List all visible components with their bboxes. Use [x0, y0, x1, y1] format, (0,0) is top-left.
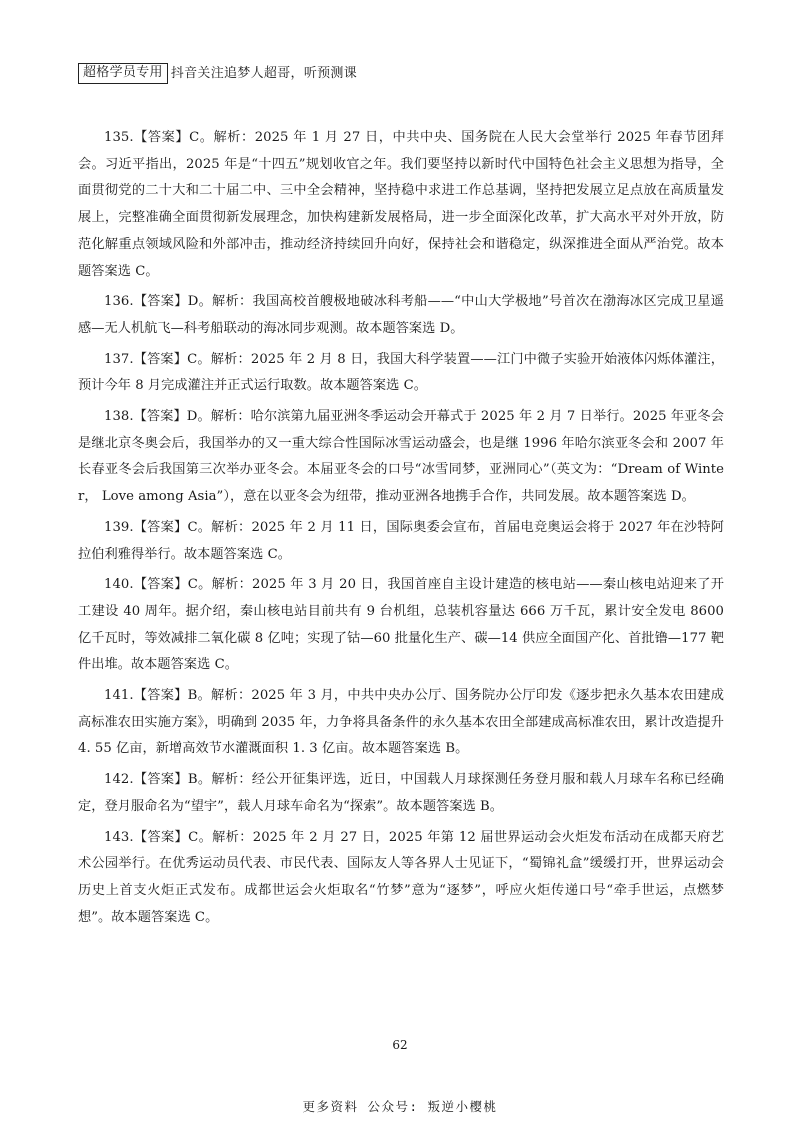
answer-141: 141.【答案】B。解析：2025 年 3 月，中共中央办公厅、国务院办公厅印发《逐步把永久基本农田建成高标准农田实施方案》，明确到 2035 年，力争将具备条件的永久基本农田全部建成高标准农田，累计改造提升 4. 55 亿亩，新增高效节水灌溉面积 1. 3 亿亩。故本题答案选 B。	[78, 688, 724, 757]
answer-142: 142.【答案】B。解析：经公开征集评选，近日，中国载人月球探测任务登月服和载人月球车名称已经确定，登月服命名为“望宇”，载人月球车命名为“探索”。故本题答案选 B。	[78, 772, 724, 814]
answer-139: 139.【答案】C。解析：2025 年 2 月 11 日，国际奥委会宣布，首届电竞奥运会将于 2027 年在沙特阿拉伯利雅得举行。故本题答案选 C。	[78, 519, 724, 562]
answer-135: 135.【答案】C。解析：2025 年 1 月 27 日，中共中央、国务院在人民大会堂举行 2025 年春节团拜会。习近平指出，2025 年是“十四五”规划收官之年。我们要坚持以新时代中国特色社会主义思想为指导，全面贯彻党的二十大和二十届二中、三中全会精神，坚持稳中求进工作总基调，坚持把发展立足点放在高质量发展上，完整准确全面贯彻新发展理念，加快构建新发展格局，进一步全面深化改革，扩大高水平对外开放，防范化解重点领域风险和外部冲击，推动经济持续回升向好，保持社会和谐稳定，纵深推进全面从严治党。故本题答案选 C。	[78, 130, 724, 279]
answer-137: 137.【答案】C。解析：2025 年 2 月 8 日，我国大科学装置——江门中微子实验开始液体闪烁体灌注，预计今年 8 月完成灌注并正式运行取数。故本题答案选 C。	[78, 351, 724, 394]
page-number: 62	[392, 1038, 408, 1052]
answer-138: 138.【答案】D。解析：哈尔滨第九届亚洲冬季运动会开幕式于 2025 年 2 月 7 日举行。2025 年亚冬会是继北京冬奥会后，我国举办的又一重大综合性国际冰雪运动盛会，也是继 1996 年哈尔滨亚冬会和 2007 年长春亚冬会后我国第三次举办亚冬会。本届亚冬会的口号“冰雪同梦，亚洲同心”（英文为：“Dream of Winter， Love among Asia”），意在以亚冬会为纽带，推动亚洲各地携手合作，共同发展。故本题答案选 D。	[78, 409, 724, 505]
page-header	[78, 63, 357, 84]
answer-143: 143.【答案】C。解析：2025 年 2 月 27 日，2025 年第 12 届世界运动会火炬发布活动在成都天府艺术公园举行。在优秀运动员代表、市民代表、国际友人等各界人士见证下，“蜀锦礼盒”缓缓打开，世界运动会历史上首支火炬正式发布。成都世运会火炬取名“竹梦”意为“逐梦”，呼应火炬传递口号“牵手世运，点燃梦想”。故本题答案选 C。	[78, 829, 724, 925]
answer-list	[78, 125, 724, 935]
answer-140: 140.【答案】C。解析：2025 年 3 月 20 日，我国首座自主设计建造的核电站——秦山核电站迎来了开工建设 40 周年。据介绍，秦山核电站目前共有 9 台机组，总装机容量达 666 万千瓦，累计安全发电 8600 亿千瓦时，等效减排二氧化碳 8 亿吨；实现了钴—60 批量化生产、碳—14 供应全面国产化、首批镥—177 靶件出堆。故本题答案选 C。	[78, 577, 724, 673]
answer-136: 136.【答案】D。解析：我国高校首艘极地破冰科考船——“中山大学极地”号首次在渤海冰区完成卫星遥感—无人机航飞—科考船联动的海冰同步观测。故本题答案选 D。	[78, 294, 724, 336]
header-text: 抖音关注追梦人超哥，听预测课	[170, 65, 358, 81]
header-badge: 超格学员专用	[78, 63, 168, 84]
page-footer: 更多资料 公众号: 叛逆小樱桃	[302, 1099, 498, 1114]
